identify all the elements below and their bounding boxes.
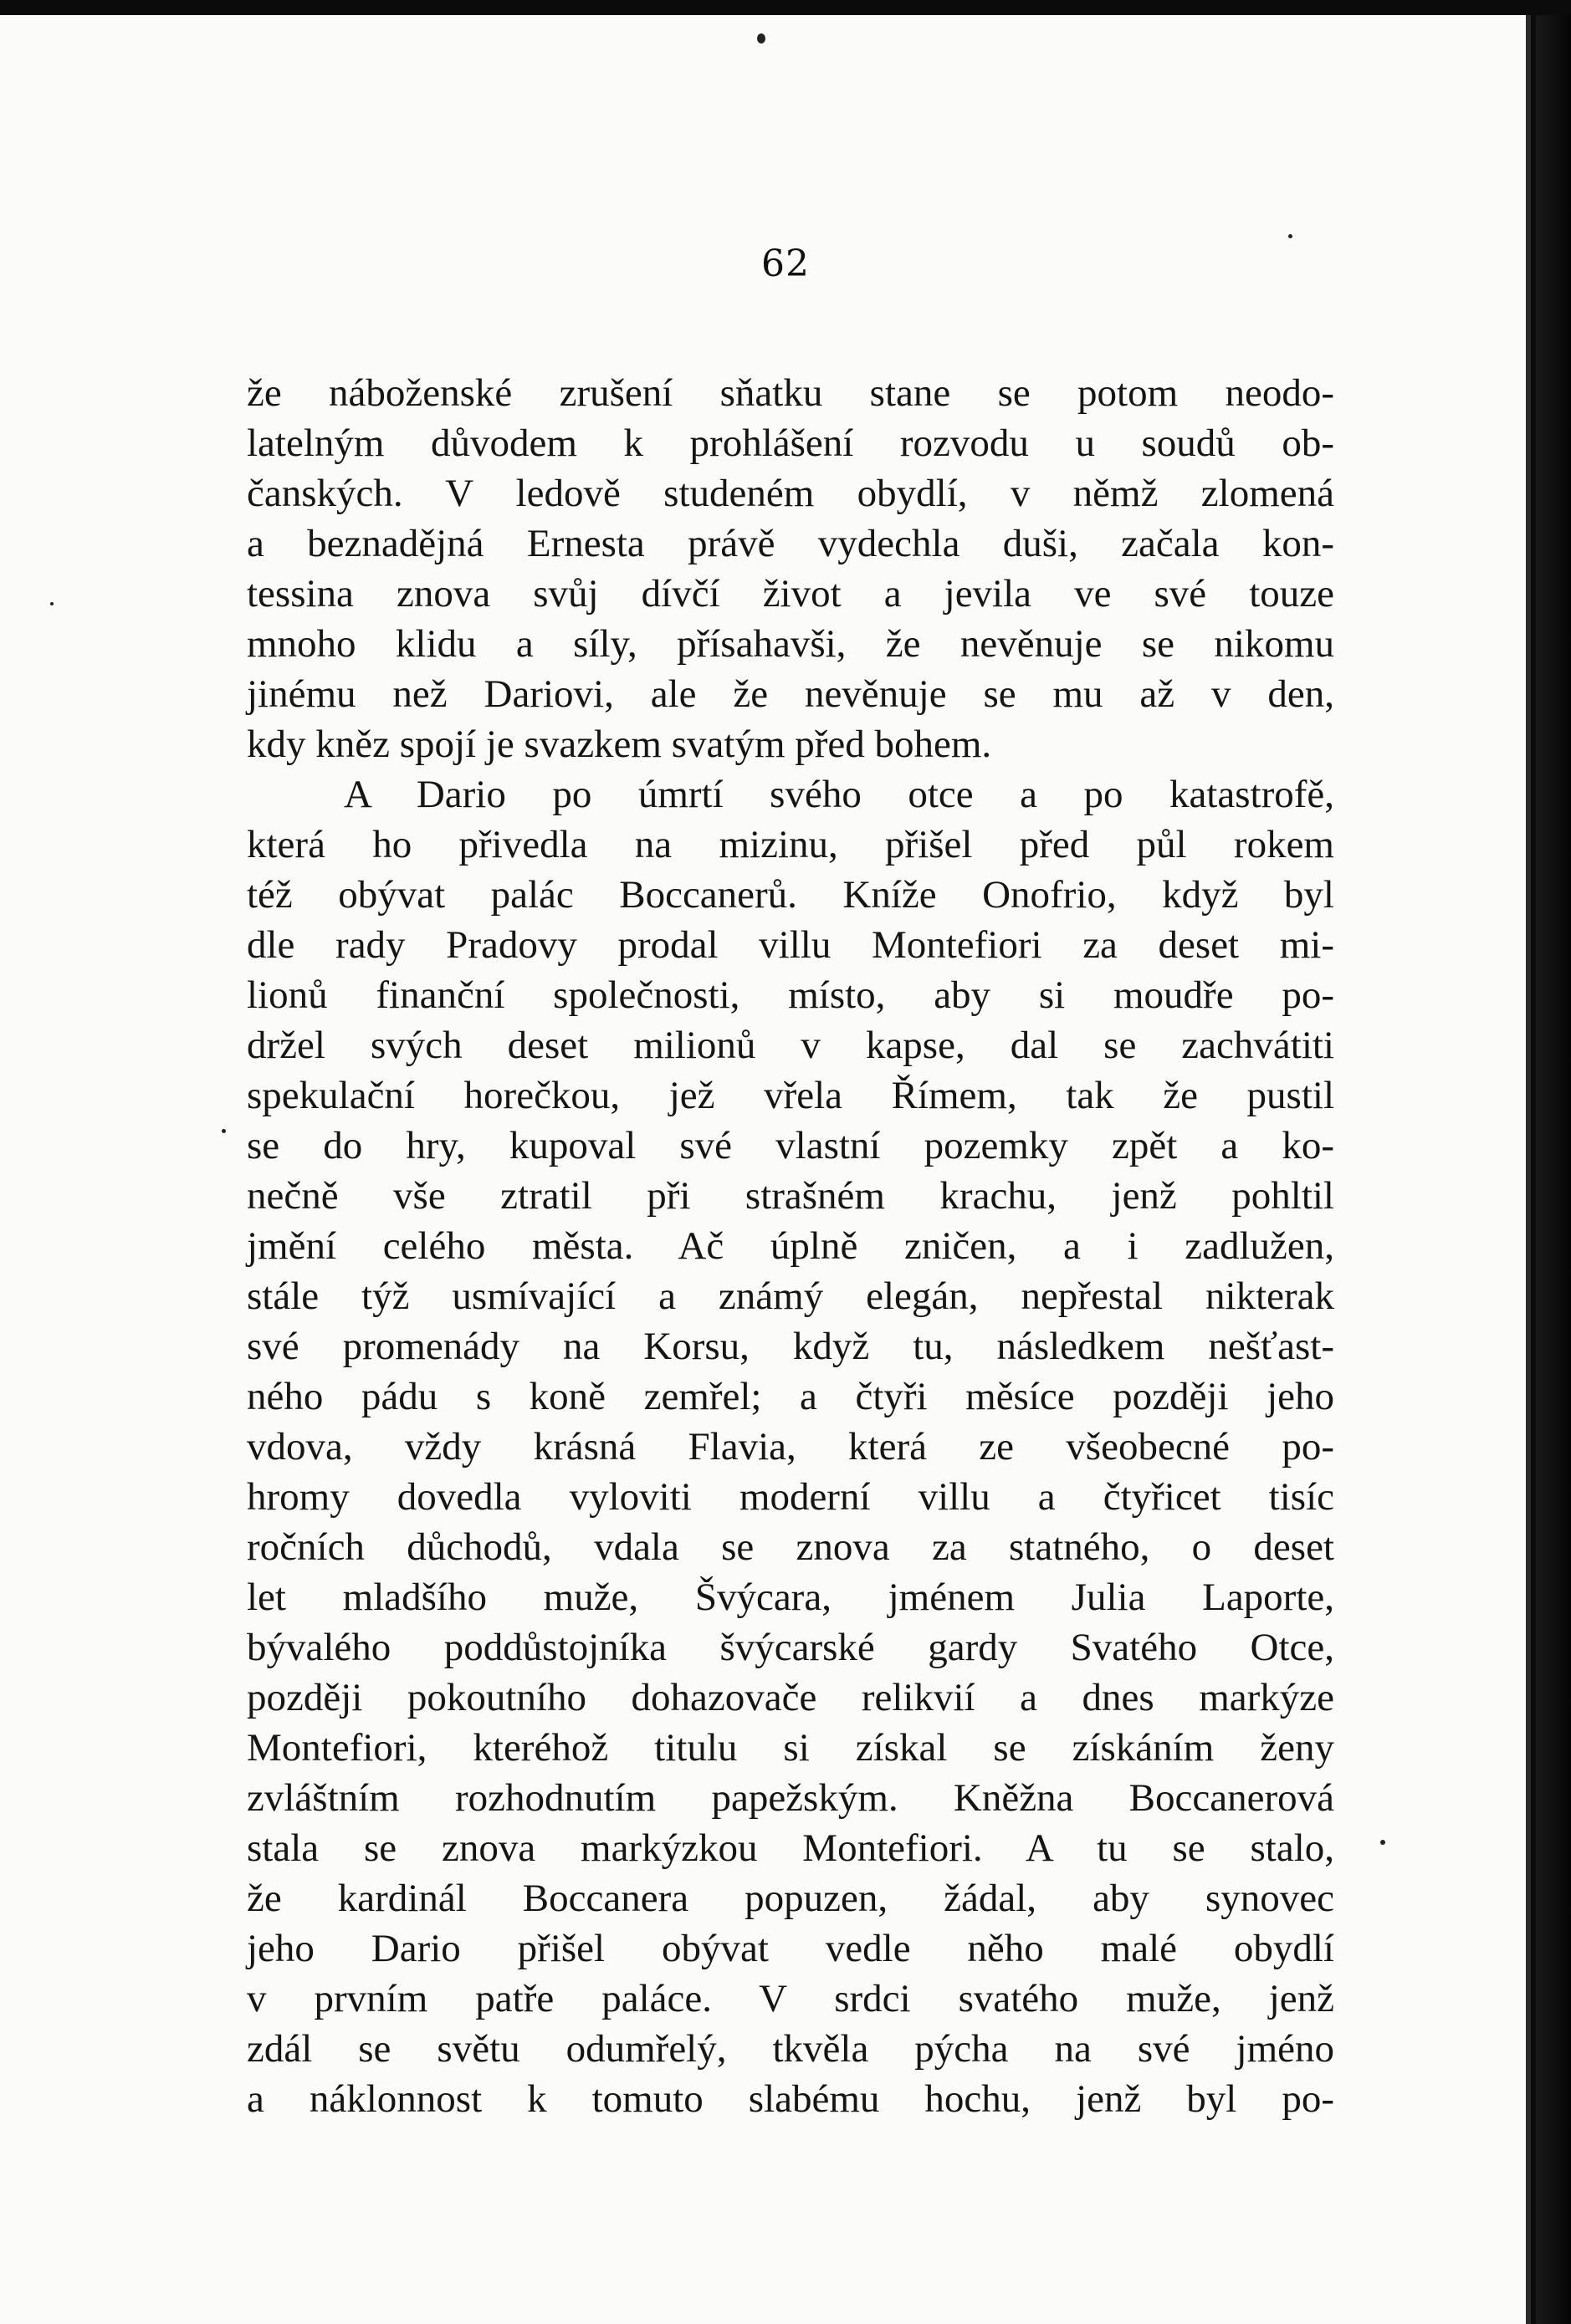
text-line: kdy kněz spojí je svazkem svatým před bohem.: [247, 723, 992, 766]
text-line: jinému než Dariovi, ale že nevěnuje se mu až v den,: [247, 672, 1334, 716]
text-line: a náklonnost k tomuto slabému hochu, jenž byl po-: [247, 2077, 1334, 2121]
text-line: jeho Dario přišel obývat vedle něho malé obydlí: [247, 1927, 1334, 1970]
text-line: spekulační horečkou, jež vřela Římem, tak že pustil: [247, 1074, 1334, 1117]
scan-speck: [222, 1129, 226, 1133]
text-line: ného pádu s koně zemřel; a čtyři měsíce později jeho: [247, 1375, 1334, 1418]
scan-speck: [1380, 1840, 1385, 1845]
text-line: dle rady Pradovy prodal villu Montefiori za deset mi-: [247, 923, 1334, 967]
scan-speck: [757, 33, 765, 43]
text-line: nečně vše ztratil při strašném krachu, jenž pohltil: [247, 1174, 1334, 1218]
text-line: lionů finanční společnosti, místo, aby si moudře po-: [247, 973, 1334, 1017]
scan-speck: [50, 602, 54, 605]
text-line: zdál se světu odumřelý, tkvěla pýcha na své jméno: [247, 2027, 1334, 2071]
text-line: latelným důvodem k prohlášení rozvodu u soudů ob-: [247, 421, 1334, 465]
text-line: zvláštním rozhodnutím papežským. Kněžna Boccanerová: [247, 1776, 1334, 1820]
text-line: hromy dovedla vyloviti moderní villu a čtyřicet tisíc: [247, 1475, 1334, 1519]
text-line: stala se znova markýzkou Montefiori. A tu se stalo,: [247, 1826, 1334, 1870]
text-line: též obývat palác Boccanerů. Kníže Onofrio, když byl: [247, 873, 1334, 917]
text-line: stále týž usmívající a známý elegán, nepřestal nikterak: [247, 1274, 1334, 1318]
text-line: která ho přivedla na mizinu, přišel před půl rokem: [247, 823, 1334, 866]
text-line: ročních důchodů, vdala se znova za statného, o deset: [247, 1525, 1334, 1569]
text-line: bývalého poddůstojníka švýcarské gardy Svatého Otce,: [247, 1626, 1334, 1669]
text-line: let mladšího muže, Švýcara, jménem Julia Laporte,: [247, 1576, 1334, 1619]
page-edge: [1536, 15, 1571, 2324]
text-line: se do hry, kupoval své vlastní pozemky zpět a ko-: [247, 1124, 1334, 1167]
text-line: čanských. V ledově studeném obydlí, v němž zlomená: [247, 472, 1334, 515]
scan-speck: [1288, 234, 1292, 238]
text-line: později pokoutního dohazovače relikvií a dnes markýze: [247, 1676, 1334, 1719]
text-line: vdova, vždy krásná Flavia, která ze všeobecné po-: [247, 1425, 1334, 1468]
page-number: 62: [761, 243, 810, 285]
body-text: [247, 368, 1334, 2124]
text-line: že kardinál Boccanera popuzen, žádal, aby synovec: [247, 1877, 1334, 1920]
text-line: jmění celého města. Ač úplně zničen, a i zadlužen,: [247, 1224, 1334, 1268]
text-line: v prvním patře paláce. V srdci svatého muže, jenž: [247, 1977, 1334, 2020]
text-line-paragraph-start: A Dario po úmrtí svého otce a po katastrofě,: [344, 773, 1334, 816]
text-line: své promenády na Korsu, když tu, následkem nešťast-: [247, 1325, 1334, 1368]
text-line: že náboženské zrušení sňatku stane se potom neodo-: [247, 371, 1334, 415]
text-line: Montefiori, kteréhož titulu si získal se získáním ženy: [247, 1726, 1334, 1770]
text-line: tessina znova svůj dívčí život a jevila ve své touze: [247, 572, 1334, 615]
text-line: a beznadějná Ernesta právě vydechla duši, začala kon-: [247, 522, 1334, 565]
text-line: držel svých deset milionů v kapse, dal se zachvátiti: [247, 1024, 1334, 1067]
text-line: mnoho klidu a síly, přísahavši, že nevěnuje se nikomu: [247, 622, 1334, 666]
